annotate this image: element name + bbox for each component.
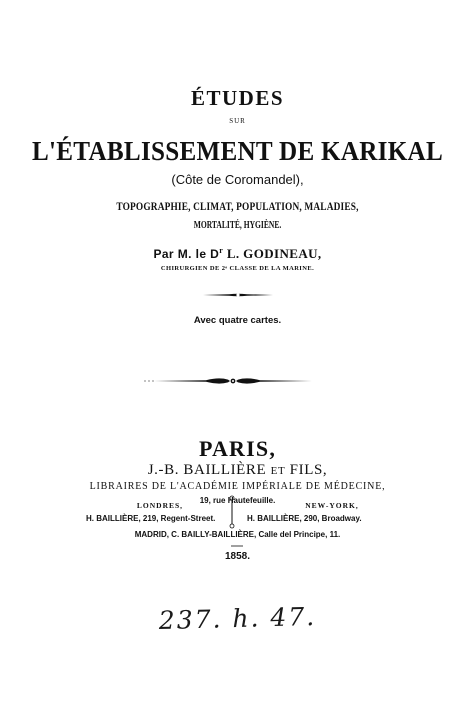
london-label: LONDRES, xyxy=(136,501,184,510)
ornamental-divider xyxy=(144,375,314,387)
branch-offices xyxy=(0,497,475,527)
small-ornament-rule xyxy=(203,292,273,298)
publisher-line xyxy=(0,462,475,479)
short-rule xyxy=(231,545,243,547)
street-address: 19, rue Hautefeuille. xyxy=(199,496,276,505)
publisher-fils: FILS, xyxy=(289,462,328,478)
subtitle: (Côte de Coromandel), xyxy=(171,172,304,187)
newyork-address: H. BAILLIÈRE, 290, Broadway. xyxy=(247,514,362,523)
author-prefix-superscript: r xyxy=(219,246,224,255)
madrid-address: MADRID, C. BAILLY-BAILLIÈRE, Calle del Principe, 11. xyxy=(134,530,341,539)
main-title: L'ÉTABLISSEMENT DE KARIKAL xyxy=(31,136,444,166)
author-prefix: Par M. le D xyxy=(153,247,220,261)
heading-etudes: ÉTUDES xyxy=(190,86,285,110)
topics-line-1: TOPOGRAPHIE, CLIMAT, POPULATION, MALADIES, xyxy=(116,199,359,213)
publisher-name: J.-B. BAILLIÈRE xyxy=(147,462,267,478)
london-address: H. BAILLIÈRE, 219, Regent-Street. xyxy=(86,514,216,523)
newyork-label: NEW-YORK, xyxy=(305,501,359,510)
publisher-et: ET xyxy=(270,465,286,477)
publication-year: 1858. xyxy=(224,551,251,562)
author-rank: CHIRURGIEN DE 2ᵉ CLASSE DE LA MARINE. xyxy=(160,265,315,272)
connector-sur: SUR xyxy=(229,117,246,125)
topics-line-2: MORTALITÉ, HYGIÈNE. xyxy=(193,220,282,231)
handwritten-shelfmark: 237. h. 47. xyxy=(158,601,317,636)
maps-note: Avec quatre cartes. xyxy=(193,315,282,326)
booksellers-line: LIBRAIRES DE L'ACADÉMIE IMPÉRIALE DE MÉDECINE, xyxy=(89,481,386,492)
vertical-divider xyxy=(228,495,236,529)
author-line xyxy=(0,246,475,262)
imprint-city: PARIS, xyxy=(198,436,277,461)
author-name: L. GODINEAU, xyxy=(226,246,322,261)
